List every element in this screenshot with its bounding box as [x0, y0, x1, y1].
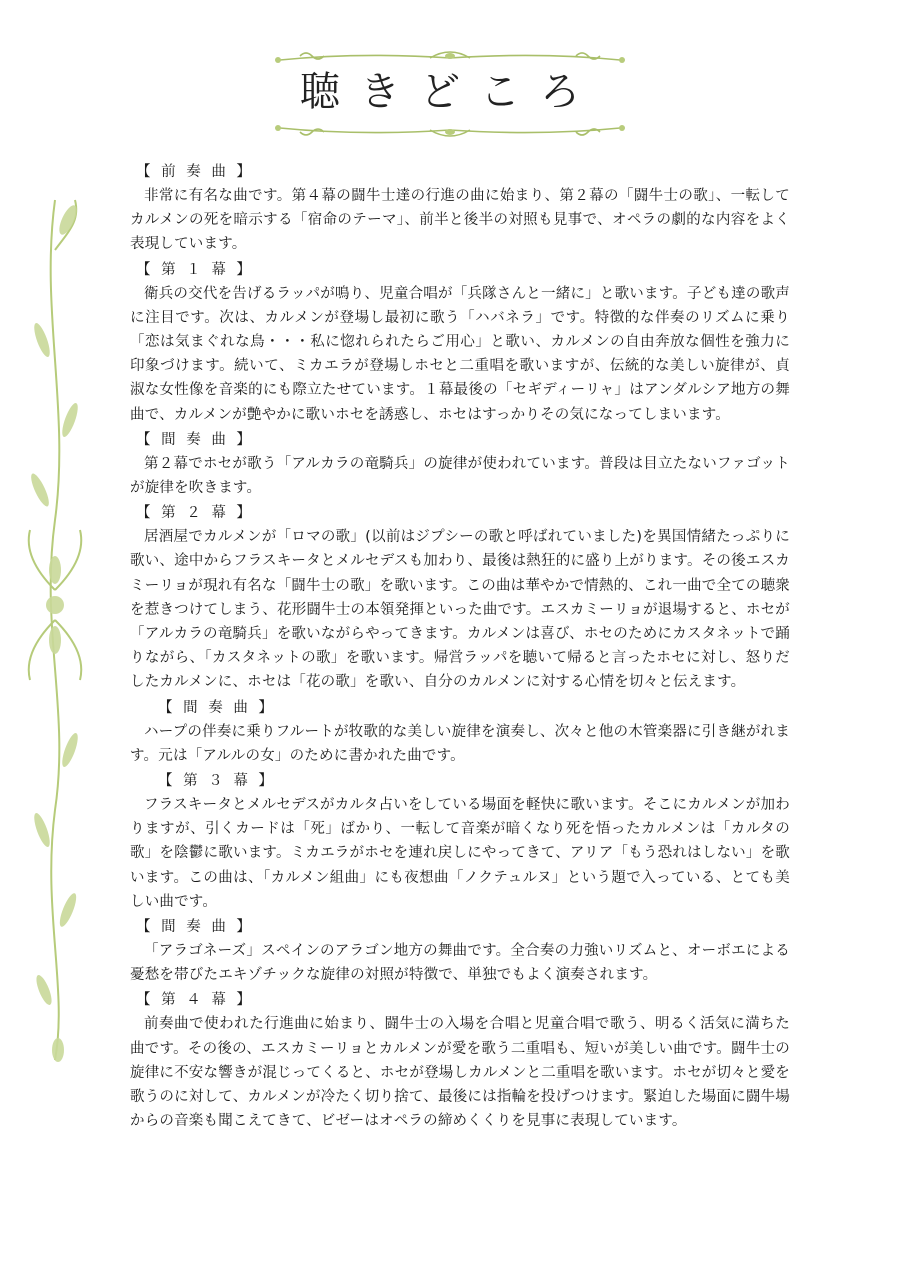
section-interlude-1	[130, 428, 790, 500]
section-act-1	[130, 258, 790, 427]
section-text: 居酒屋でカルメンが「ロマの歌」(以前はジプシーの歌と呼ばれていました)を異国情緒たっぷりに歌い、途中からフラスキータとメルセデスも加わり、最後は熱狂的に盛り上がります。その後エスカミーリョが現れ有名な「闘牛士の歌」を歌います。この曲は華やかで情熱的、これ一曲で全ての聴衆を惹きつけてしまう、花形闘牛士の本領発揮といった曲です。エスカミーリョが退場すると、ホセが「アルカラの竜騎兵」を歌いながらやってきます。カルメンは喜び、ホセのためにカスタネットで踊りながら、「カスタネットの歌」を歌います。帰営ラッパを聴いて帰ると言ったホセに対し、怒りだしたカルメンに、ホセは「花の歌」を歌い、自分のカルメンに対する心情を切々と伝えます。	[130, 529, 790, 691]
section-heading: 【 第 ３ 幕 】	[158, 773, 276, 790]
section-act-2	[130, 501, 790, 694]
section-text: フラスキータとメルセデスがカルタ占いをしている場面を軽快に歌います。そこにカルメンが加わりますが、引くカードは「死」ばかり、一転して音楽が暗くなり死を悟ったカルメンは「カルタの歌」を陰鬱に歌います。ミカエラがホセを連れ戻しにやってきて、アリア「もう恐れはしない」を歌います。この曲は、「カルメン組曲」にも夜想曲「ノクテュルヌ」という題で入っている、とても美しい曲です。	[130, 797, 790, 910]
section-text: 前奏曲で使われた行進曲に始まり、闘牛士の入場を合唱と児童合唱で歌う、明るく活気に満ちた曲です。その後の、エスカミーリョとカルメンが愛を歌う二重唱も、短いが美しい曲です。闘牛士の旋律に不安な響きが混じってくると、ホセが登場しカルメンと二重唱を歌います。ホセが切々と愛を歌うのに対して、カルメンが冷たく切り捨て、最後には指輪を投げつけます。緊迫した場面に闘牛場からの音楽も聞こえてきて、ビゼーはオペラの締めくくりを見事に表現しています。	[130, 1016, 790, 1130]
title-block	[270, 48, 630, 138]
section-heading: 【 第 １ 幕 】	[136, 261, 254, 278]
section-heading: 【 間 奏 曲 】	[136, 919, 254, 936]
section-interlude-3	[130, 915, 790, 987]
section-heading: 【 第 ４ 幕 】	[136, 992, 254, 1009]
page-title: 聴きどころ	[300, 69, 600, 115]
section-heading: 【 第 ２ 幕 】	[136, 505, 254, 522]
section-prelude	[130, 160, 790, 257]
section-text: 「アラゴネーズ」スペインのアラゴン地方の舞曲です。全合奏の力強いリズムと、オーボエによる憂愁を帯びたエキゾチックな旋律の対照が特徴で、単独でもよく演奏されます。	[130, 943, 790, 984]
section-text: 衛兵の交代を告げるラッパが鳴り、児童合唱が「兵隊さんと一緒に」と歌います。子ども達の歌声に注目です。次は、カルメンが登場し最初に歌う「ハバネラ」です。特徴的な伴奏のリズムに乗り「恋は気まぐれな鳥・・・私に惚れられたらご用心」と歌い、カルメンの自由奔放な個性を強力に印象づけます。続いて、ミカエラが登場しホセと二重唱を歌いますが、伝統的な美しい旋律が、貞淑な女性像を音楽的にも際立たせています。１幕最後の「セギディーリャ」はアンダルシア地方の舞曲で、カルメンが艶やかに歌いホセを誘惑し、ホセはすっかりその気になってしまいます。	[130, 285, 790, 423]
content-area	[130, 160, 790, 1135]
section-text: ハープの伴奏に乗りフルートが牧歌的な美しい旋律を演奏し、次々と他の木管楽器に引き継がれます。元は「アルルの女」のために書かれた曲です。	[130, 723, 790, 764]
section-heading: 【 前 奏 曲 】	[136, 164, 254, 180]
section-act-4	[130, 988, 790, 1133]
section-heading: 【 間 奏 曲 】	[158, 699, 276, 716]
section-act-3	[130, 769, 790, 914]
section-text: 非常に有名な曲です。第４幕の闘牛士達の行進の曲に始まり、第２幕の「闘牛士の歌」、一転してカルメンの死を暗示する「宿命のテーマ」、前半と後半の対照も見事で、オペラの劇的な内容をよく表現しています。	[130, 188, 790, 253]
section-heading: 【 間 奏 曲 】	[136, 431, 254, 448]
decorative-vine	[20, 190, 90, 1070]
section-interlude-2	[130, 696, 790, 768]
section-text: 第２幕でホセが歌う「アルカラの竜騎兵」の旋律が使われています。普段は目立たないファゴットが旋律を吹きます。	[130, 455, 790, 497]
